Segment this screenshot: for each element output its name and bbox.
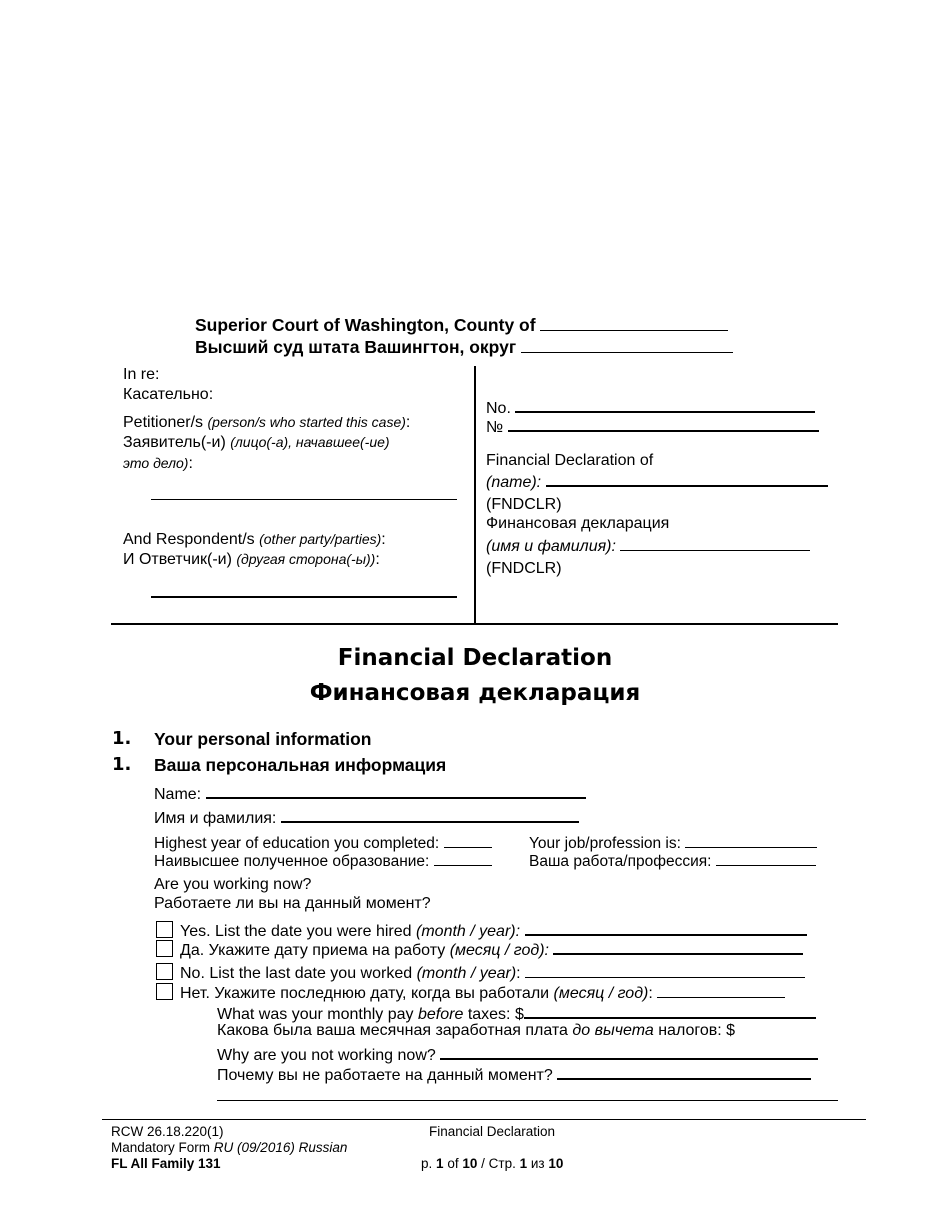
respondent-label-ru: И Ответчик(-и) (другая сторона(-ы)): (123, 551, 380, 568)
respondent-name-field[interactable] (151, 596, 457, 598)
section-heading-en: Your personal information (154, 729, 372, 749)
in-re-en: In re: (123, 366, 160, 383)
petitioner-label-en: Petitioner/s (person/s who started this case): (123, 414, 411, 431)
yes-checkbox-ru[interactable] (156, 940, 173, 957)
case-no-en: No. (486, 397, 815, 418)
decl-name-ru: (имя и фамилия): (486, 536, 810, 556)
name-field[interactable] (206, 783, 586, 799)
working-question-en: Are you working now? (154, 876, 312, 893)
why-row-ru: Почему вы не работаете на данный момент? (217, 1064, 811, 1085)
why-extra-line[interactable] (217, 1100, 838, 1101)
footer-mandatory: Mandatory Form RU (09/2016) Russian (111, 1140, 348, 1155)
footer-rule (102, 1119, 866, 1120)
no-checkbox-ru[interactable] (156, 983, 173, 1000)
decl-name-en: (name): (486, 471, 828, 492)
hire-date-field[interactable] (525, 920, 807, 936)
why-row-en: Why are you not working now? (217, 1044, 818, 1065)
no-option-en: No. List the last date you worked (month / year): (156, 963, 805, 983)
job-row-ru: Ваша работа/профессия: (529, 851, 816, 871)
education-field-ru[interactable] (434, 851, 492, 866)
name-row-ru: Имя и фамилия: (154, 807, 579, 828)
name-field-ru[interactable] (281, 807, 579, 823)
hire-date-field-ru[interactable] (553, 939, 803, 955)
court-line-en: Superior Court of Washington, County of (195, 315, 728, 336)
job-row-en: Your job/profession is: (529, 833, 817, 853)
pay-row-en: What was your monthly pay before taxes: $ (217, 1003, 816, 1024)
education-row-ru: Наивысшее полученное образование: (154, 851, 492, 871)
section-number-ru: 1. (112, 754, 132, 775)
decl-of-en: Financial Declaration of (486, 452, 654, 469)
no-option-ru: Нет. Укажите последнюю дату, когда вы работали (месяц / год): (156, 983, 785, 1003)
footer-page-number: p. 1 of 10 / Стр. 1 из 10 (421, 1156, 564, 1171)
respondent-label-en: And Respondent/s (other party/parties): (123, 531, 386, 548)
case-no-ru: № (486, 416, 819, 437)
yes-option-en: Yes. List the date you were hired (month / year): (156, 920, 807, 941)
title-ru: Финансовая декларация (309, 680, 641, 706)
in-re-ru: Касательно: (123, 386, 214, 403)
footer-title: Financial Declaration (429, 1124, 556, 1139)
name-row-en: Name: (154, 783, 586, 804)
no-checkbox[interactable] (156, 963, 173, 980)
monthly-pay-field[interactable] (524, 1003, 816, 1019)
footer-form-id: FL All Family 131 (111, 1156, 221, 1171)
working-question-ru: Работаете ли вы на данный момент? (154, 895, 431, 912)
yes-checkbox[interactable] (156, 921, 173, 938)
education-row-en: Highest year of education you completed: (154, 833, 492, 853)
section-heading-ru: Ваша персональная информация (154, 755, 447, 775)
job-field[interactable] (685, 833, 817, 848)
last-worked-field[interactable] (525, 963, 805, 978)
last-worked-field-ru[interactable] (657, 983, 785, 998)
caption-bottom-rule (111, 623, 838, 625)
declarant-name-field-ru[interactable] (620, 536, 810, 551)
code-2: (FNDCLR) (486, 560, 562, 577)
yes-option-ru: Да. Укажите дату приема на работу (месяц / год): (156, 939, 803, 960)
county-field[interactable] (540, 316, 728, 331)
declarant-name-field[interactable] (546, 471, 828, 487)
education-field[interactable] (444, 833, 492, 848)
petitioner-label-ru: Заявитель(-и) (лицо(-а), начавшее(-ие) (123, 434, 390, 451)
footer-rcw: RCW 26.18.220(1) (111, 1124, 224, 1139)
title-en: Financial Declaration (337, 645, 613, 671)
why-field-ru[interactable] (557, 1064, 811, 1080)
caption-divider (474, 366, 476, 623)
why-field[interactable] (440, 1044, 818, 1060)
petitioner-name-field[interactable] (151, 499, 457, 500)
code-1: (FNDCLR) (486, 496, 562, 513)
section-number: 1. (112, 728, 132, 749)
petitioner-label-ru-2: это дело): (123, 455, 193, 472)
decl-of-ru: Финансовая декларация (486, 515, 670, 532)
pay-row-ru: Какова была ваша месячная заработная плата до вычета налогов: $ (217, 1022, 736, 1039)
case-number-field-ru[interactable] (508, 416, 819, 432)
case-number-field[interactable] (515, 397, 815, 413)
county-field-ru[interactable] (521, 338, 733, 353)
court-line-ru: Высший суд штата Вашингтон, округ (195, 337, 733, 358)
job-field-ru[interactable] (716, 851, 816, 866)
